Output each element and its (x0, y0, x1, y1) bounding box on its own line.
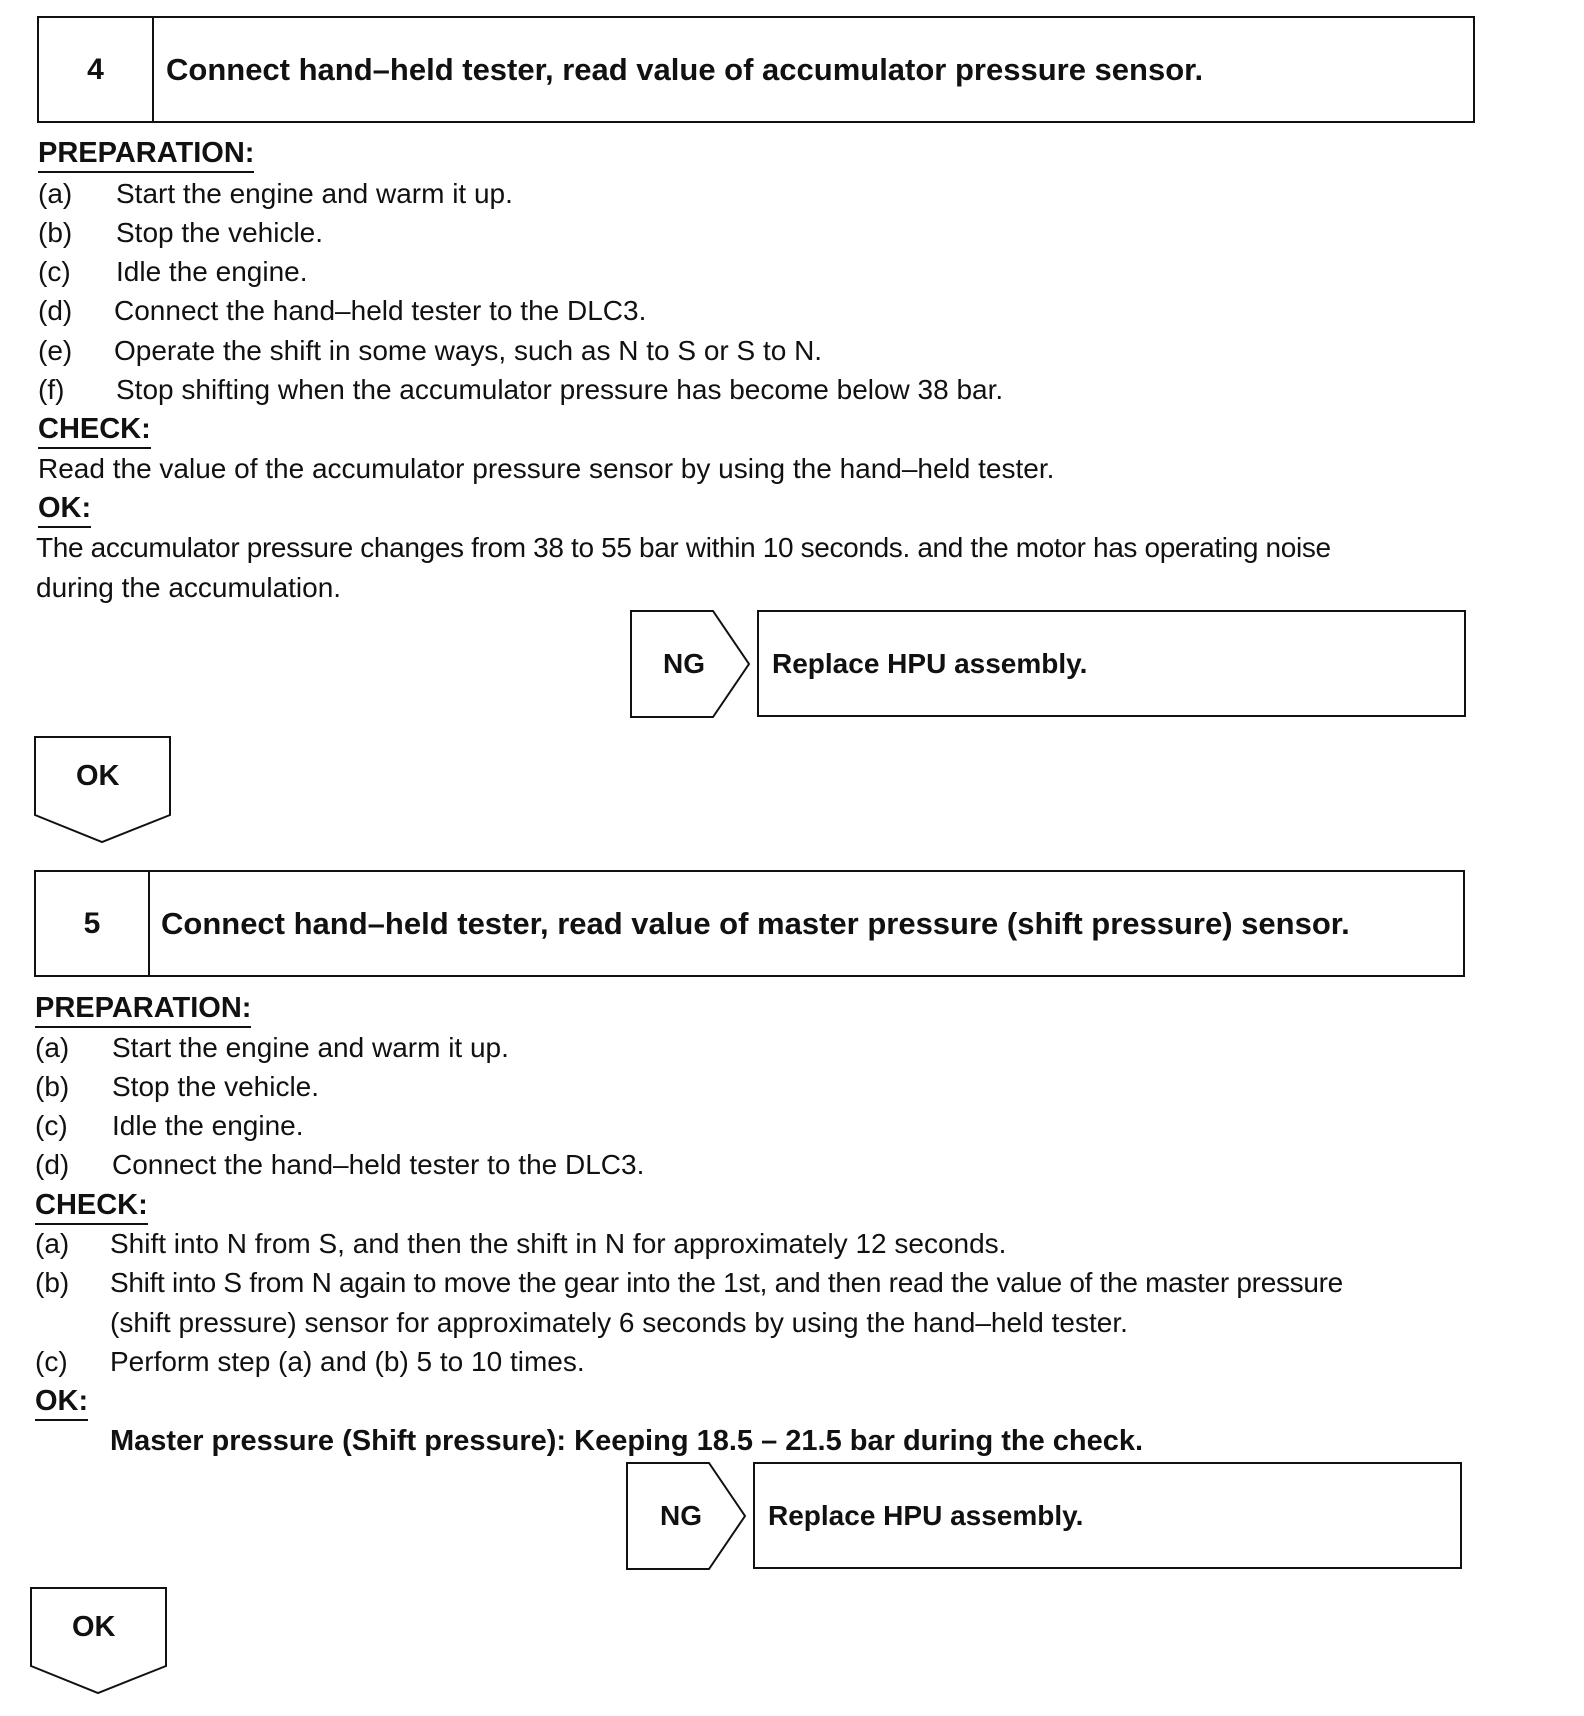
item-text: Stop shifting when the accumulator pressure has become below 38 bar. (116, 374, 1004, 405)
step-4-ok-label: OK (76, 760, 120, 792)
item-letter: (b) (35, 1071, 70, 1102)
step-5-ng-action: Replace HPU assembly. (753, 1462, 1462, 1569)
step-5-number: 5 (36, 872, 150, 975)
item-text: Perform step (a) and (b) 5 to 10 times. (110, 1346, 585, 1377)
step-5-title: Connect hand–held tester, read value of master pressure (shift pressure) sensor. (161, 905, 1350, 941)
item-text: Operate the shift in some ways, such as N to S or S to N. (114, 335, 823, 366)
step-4-ng-label: NG (663, 648, 705, 679)
step-5-preparation-heading: PREPARATION: (35, 991, 251, 1028)
item-text: Idle the engine. (116, 256, 308, 287)
item-letter: (c) (35, 1110, 68, 1141)
item-letter: (b) (35, 1267, 70, 1298)
item-letter: (c) (38, 256, 71, 287)
step-5-check-heading: CHECK: (35, 1188, 148, 1225)
step-5-header (34, 870, 1465, 977)
item-text: Stop the vehicle. (116, 217, 324, 248)
item-text: Connect the hand–held tester to the DLC3. (114, 295, 647, 326)
item-text: Shift into S from N again to move the gear into the 1st, and then read the value of the master pressure (110, 1267, 1343, 1298)
step-5-ok-label: OK (72, 1611, 116, 1643)
step-4-check-heading: CHECK: (38, 412, 151, 449)
item-text: Shift into N from S, and then the shift in N for approximately 12 seconds. (110, 1228, 1007, 1259)
item-letter: (a) (38, 178, 73, 209)
item-letter: (d) (38, 295, 73, 326)
step-4-ng-action: Replace HPU assembly. (757, 610, 1466, 717)
item-text: Idle the engine. (112, 1110, 304, 1141)
step-5-ok-spec: Master pressure (Shift pressure): Keeping 18.5 – 21.5 bar during the check. (110, 1425, 1144, 1457)
item-letter: (d) (35, 1149, 70, 1180)
step-4-check-text: Read the value of the accumulator pressure sensor by using the hand–held tester. (38, 453, 1055, 484)
step-5-ng-label: NG (660, 1500, 702, 1531)
step-4-number: 4 (39, 18, 154, 121)
step-4-preparation-heading: PREPARATION: (38, 136, 254, 173)
item-text: Stop the vehicle. (112, 1071, 320, 1102)
item-letter: (a) (35, 1228, 70, 1259)
step-4-ok-text-line-1: The accumulator pressure changes from 38 to 55 bar within 10 seconds. and the motor has operating noise (36, 532, 1331, 563)
item-letter: (a) (35, 1032, 70, 1063)
item-letter: (f) (38, 374, 65, 405)
item-text: Start the engine and warm it up. (112, 1032, 509, 1063)
item-letter: (c) (35, 1346, 68, 1377)
step-4-title: Connect hand–held tester, read value of accumulator pressure sensor. (166, 51, 1204, 87)
item-text: Connect the hand–held tester to the DLC3. (112, 1149, 645, 1180)
step-4-ok-text-line-2: during the accumulation. (36, 572, 342, 603)
item-letter: (b) (38, 217, 73, 248)
item-text-continued: (shift pressure) sensor for approximately 6 seconds by using the hand–held tester. (110, 1307, 1128, 1338)
item-text: Start the engine and warm it up. (116, 178, 513, 209)
step-5-ok-heading: OK: (35, 1384, 88, 1421)
step-4-ok-heading: OK: (38, 491, 91, 528)
step-4-header (37, 16, 1475, 123)
item-letter: (e) (38, 335, 73, 366)
